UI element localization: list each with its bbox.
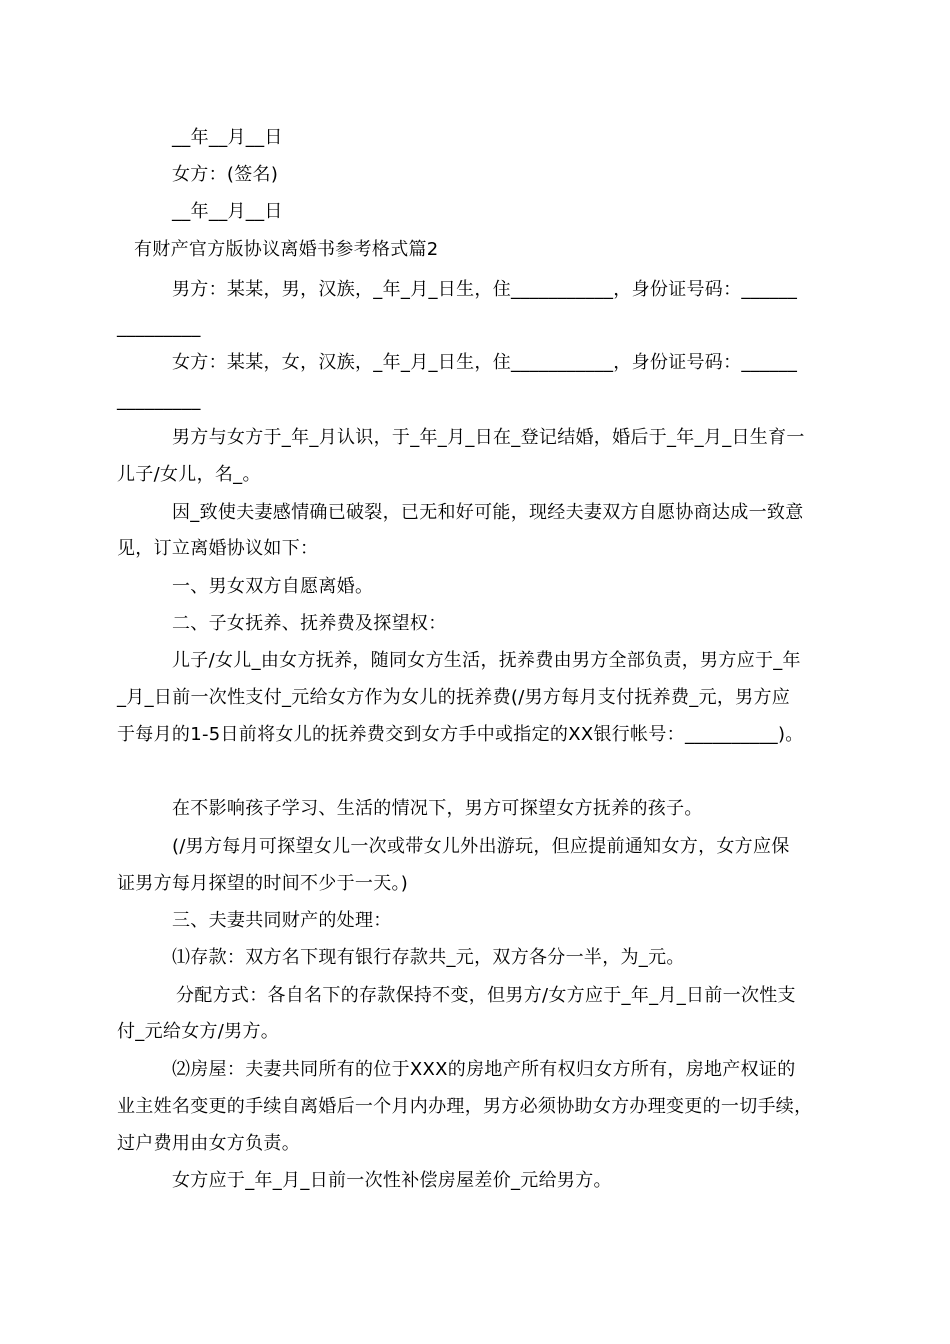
male-id-continuation: _________ (117, 317, 201, 338)
custody-paragraph-line-3: 于每月的1-5日前将女儿的抚养费交到女方手中或指定的XX银行帐号：__________)。 (117, 724, 804, 745)
custody-paragraph-line-2: _月_日前一次性支付_元给女方作为女儿的抚养费(/男方每月支付抚养费_元，男方应 (117, 687, 791, 708)
clause-2-heading: 二、子女抚养、抚养费及探望权： (172, 613, 447, 634)
male-info-line: 男方：某某，男，汉族，_年_月_日生，住___________，身份证号码：______ (172, 279, 798, 300)
compensation-line: 女方应于_年_月_日前一次性补偿房屋差价_元给男方。 (172, 1170, 612, 1191)
visitation-line: 在不影响孩子学习、生活的情况下，男方可探望女方抚养的孩子。 (172, 798, 703, 819)
marriage-paragraph-line-1: 男方与女方于_年_月认识，于_年_月_日在_登记结婚，婚后于_年_月_日生育一 (172, 427, 805, 448)
female-signature-line: 女方：(签名) (172, 164, 279, 185)
deposit-line: ⑴存款：双方名下现有银行存款共_元，双方各分一半，为_元。 (172, 947, 685, 968)
property-paragraph-line-1: ⑵房屋：夫妻共同所有的位于XXX的房地产所有权归女方所有，房地产权证的 (172, 1059, 796, 1080)
female-id-continuation: _________ (117, 390, 201, 411)
property-paragraph-line-3: 过户费用由女方负责。 (117, 1133, 300, 1154)
reason-paragraph-line-1: 因_致使夫妻感情确已破裂，已无和好可能，现经夫妻双方自愿协商达成一致意 (172, 502, 804, 523)
female-info-line: 女方：某某，女，汉族，_年_月_日生，住___________，身份证号码：______ (172, 352, 798, 373)
custody-paragraph-line-1: 儿子/女儿_由女方抚养，随同女方生活，抚养费由男方全部负责，男方应于_年 (172, 650, 801, 671)
date-line-2: __年__月__日 (172, 201, 283, 222)
section-title: 有财产官方版协议离婚书参考格式篇2 (134, 239, 439, 260)
visitation-detail-line-1: (/男方每月可探望女儿一次或带女儿外出游玩，但应提前通知女方，女方应保 (172, 836, 790, 857)
clause-1: 一、男女双方自愿离婚。 (172, 576, 374, 597)
visitation-detail-line-2: 证男方每月探望的时间不少于一天。) (117, 873, 409, 894)
marriage-paragraph-line-2: 儿子/女儿，名_。 (117, 464, 261, 485)
date-line-1: __年__月__日 (172, 127, 283, 148)
property-paragraph-line-2: 业主姓名变更的手续自离婚后一个月内办理，男方必须协助女方办理变更的一切手续， (117, 1096, 813, 1117)
clause-3-heading: 三、夫妻共同财产的处理： (172, 910, 392, 931)
distribution-line-2: 付_元给女方/男方。 (117, 1021, 280, 1042)
distribution-line-1: 分配方式：各自名下的存款保持不变，但男方/女方应于_年_月_日前一次性支 (176, 985, 796, 1006)
reason-paragraph-line-2: 见，订立离婚协议如下： (117, 538, 319, 559)
